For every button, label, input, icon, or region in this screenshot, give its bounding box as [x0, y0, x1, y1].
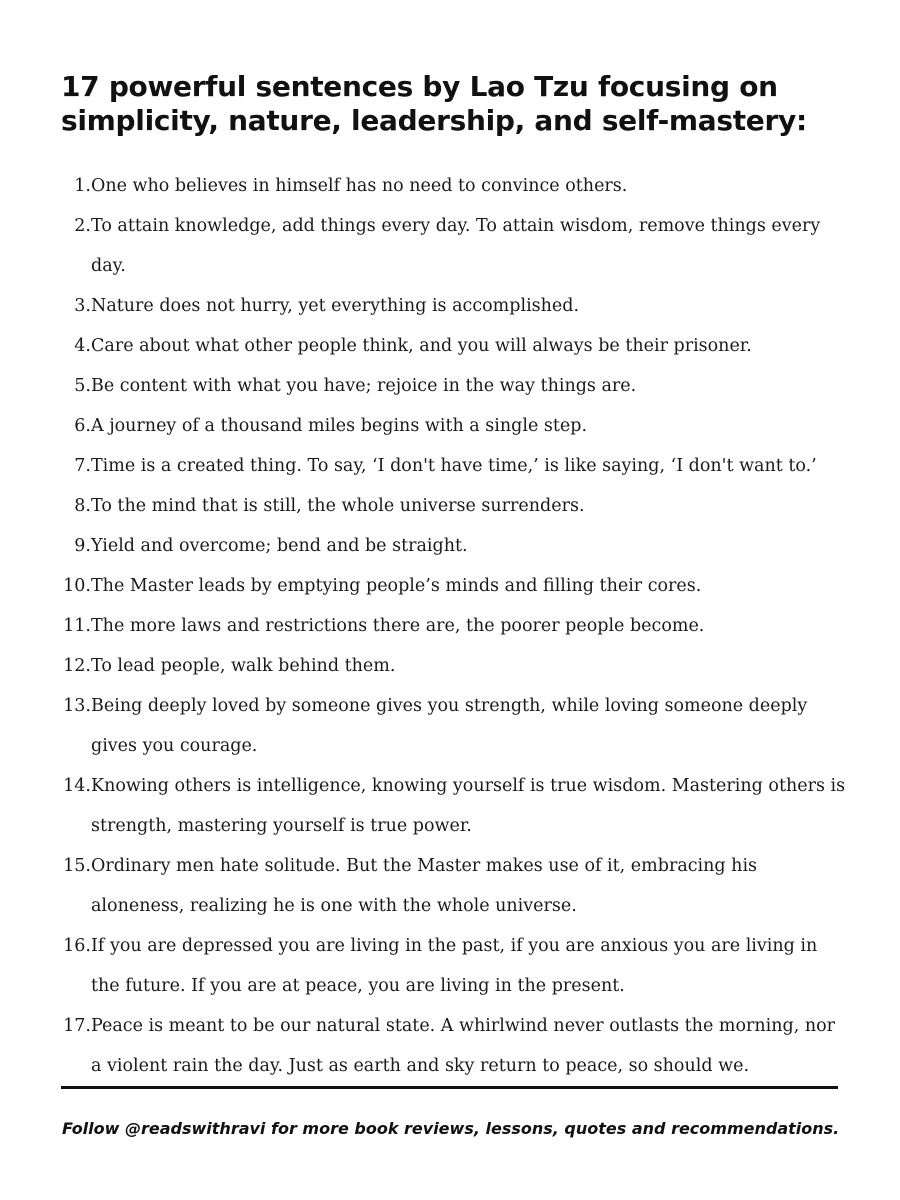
quote-number: 8. [74, 496, 91, 516]
quote-item [0, 326, 900, 366]
quote-text: One who believes in himself has no need to convince others. [91, 176, 628, 196]
quote-text: To attain knowledge, add things every day. To attain wisdom, remove things every day. [91, 216, 821, 276]
quote-item [0, 766, 900, 846]
quote-number: 2. [74, 216, 91, 236]
quote-text: Yield and overcome; bend and be straight. [91, 536, 468, 556]
quote-text: A journey of a thousand miles begins with a single step. [91, 416, 588, 436]
quote-text: Peace is meant to be our natural state. A whirlwind never outlasts the morning, nor a violent rain the day. Just as earth and sky return to peace, so should we. [91, 1016, 836, 1076]
quote-text: If you are depressed you are living in the past, if you are anxious you are living in the future. If you are at peace, you are living in the present. [91, 936, 818, 996]
footer-divider [61, 1086, 838, 1089]
quote-number: 3. [74, 296, 91, 316]
quote-item [0, 366, 900, 406]
quote-number: 5. [74, 376, 91, 396]
quote-number: 15. [63, 856, 91, 876]
quote-item [0, 206, 900, 286]
quote-item [0, 926, 900, 1006]
quote-item [0, 446, 900, 486]
quote-item [0, 566, 900, 606]
quote-number: 11. [63, 616, 91, 636]
quote-number: 16. [63, 936, 91, 956]
quote-number: 9. [74, 536, 91, 556]
quote-text: Knowing others is intelligence, knowing yourself is true wisdom. Mastering others is strength, mastering yourself is true power. [91, 776, 846, 836]
quote-item [0, 1006, 900, 1086]
quote-text: Time is a created thing. To say, ‘I don't have time,’ is like saying, ‘I don't want to.’ [91, 456, 817, 476]
quote-number: 7. [74, 456, 91, 476]
quote-number: 4. [74, 336, 91, 356]
quote-text: Be content with what you have; rejoice in the way things are. [91, 376, 637, 396]
quote-text: To the mind that is still, the whole universe surrenders. [91, 496, 585, 516]
quote-number: 6. [74, 416, 91, 436]
quote-number: 1. [74, 176, 91, 196]
quote-number: 17. [63, 1016, 91, 1036]
page-title: 17 powerful sentences by Lao Tzu focusing on simplicity, nature, leadership, and self-mastery: [61, 70, 807, 137]
quote-item [0, 166, 900, 206]
quote-item [0, 686, 900, 766]
quote-item [0, 846, 900, 926]
quote-text: Care about what other people think, and you will always be their prisoner. [91, 336, 752, 356]
quote-item [0, 646, 900, 686]
quote-number: 12. [63, 656, 91, 676]
footer-credit: Follow @readswithravi for more book reviews, lessons, quotes and recommendations. [62, 1119, 840, 1138]
quote-item [0, 406, 900, 446]
quote-item [0, 526, 900, 566]
quote-number: 13. [63, 696, 91, 716]
quote-text: Nature does not hurry, yet everything is accomplished. [91, 296, 580, 316]
quote-number: 10. [63, 576, 91, 596]
quote-text: Being deeply loved by someone gives you strength, while loving someone deeply gives you courage. [91, 696, 808, 756]
quote-item [0, 286, 900, 326]
quote-text: Ordinary men hate solitude. But the Master makes use of it, embracing his aloneness, realizing he is one with the whole universe. [91, 856, 758, 916]
quote-item [0, 486, 900, 526]
quote-text: The more laws and restrictions there are, the poorer people become. [91, 616, 705, 636]
quote-item [0, 606, 900, 646]
quote-text: To lead people, walk behind them. [91, 656, 396, 676]
quote-list [0, 166, 900, 1086]
quote-text: The Master leads by emptying people’s minds and filling their cores. [91, 576, 702, 596]
quote-number: 14. [63, 776, 91, 796]
